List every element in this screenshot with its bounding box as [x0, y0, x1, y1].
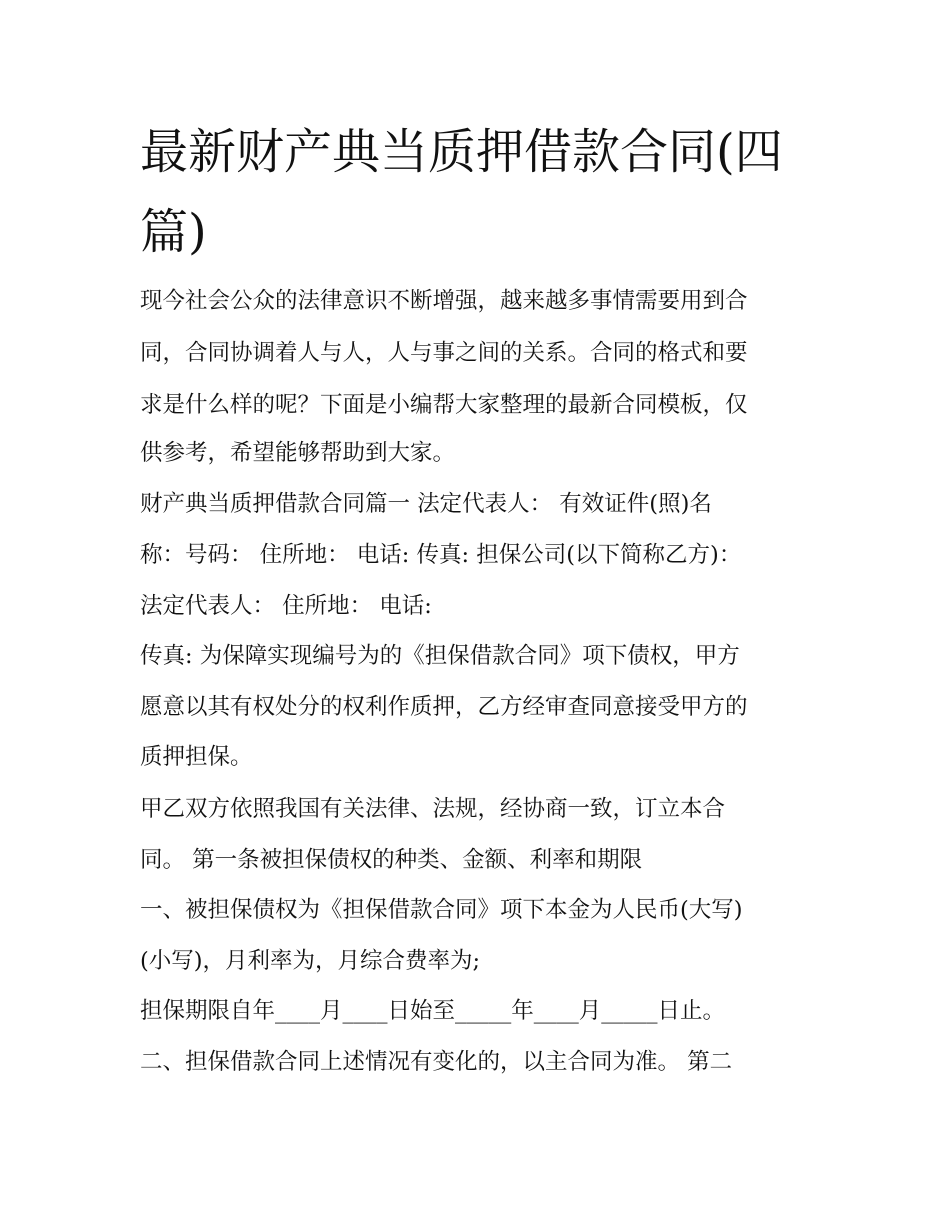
- body-line: 二、担保借款合同上述情况有变化的，以主合同为准。 第二: [140, 1049, 733, 1075]
- body-line: 同。 第一条被担保债权的种类、金额、利率和期限: [140, 847, 643, 873]
- body-line: 担保期限自年____月____日始至_____年____月_____日止。: [140, 998, 726, 1024]
- body-line: 求是什么样的呢？下面是小编帮大家整理的最新合同模板，仅: [140, 392, 748, 418]
- body-line: 质押担保。: [140, 744, 253, 770]
- body-line: 财产典当质押借款合同篇一 法定代表人： 有效证件(照)名: [140, 491, 712, 517]
- body-line: 法定代表人： 住所地： 电话:: [140, 593, 432, 619]
- body-line: 同，合同协调着人与人，人与事之间的关系。合同的格式和要: [140, 340, 748, 366]
- body-line: 现今社会公众的法律意识不断增强，越来越多事情需要用到合: [140, 288, 748, 314]
- document-title: 最新财产典当质押借款合同(四篇): [140, 124, 783, 260]
- body-line: (小写)，月利率为，月综合费率为;: [140, 948, 481, 974]
- body-line: 称：号码： 住所地： 电话: 传真: 担保公司(以下简称乙方)：: [140, 542, 742, 568]
- body-line: 愿意以其有权处分的权利作质押，乙方经审查同意接受甲方的: [140, 694, 748, 720]
- body-line: 供参考，希望能够帮助到大家。: [140, 440, 456, 466]
- body-line: 传真: 为保障实现编号为的《担保借款合同》项下债权，甲方: [140, 643, 740, 669]
- body-line: 一、被担保债权为《担保借款合同》项下本金为人民币(大写): [140, 897, 743, 923]
- body-line: 甲乙双方依照我国有关法律、法规，经协商一致，订立本合: [140, 796, 726, 822]
